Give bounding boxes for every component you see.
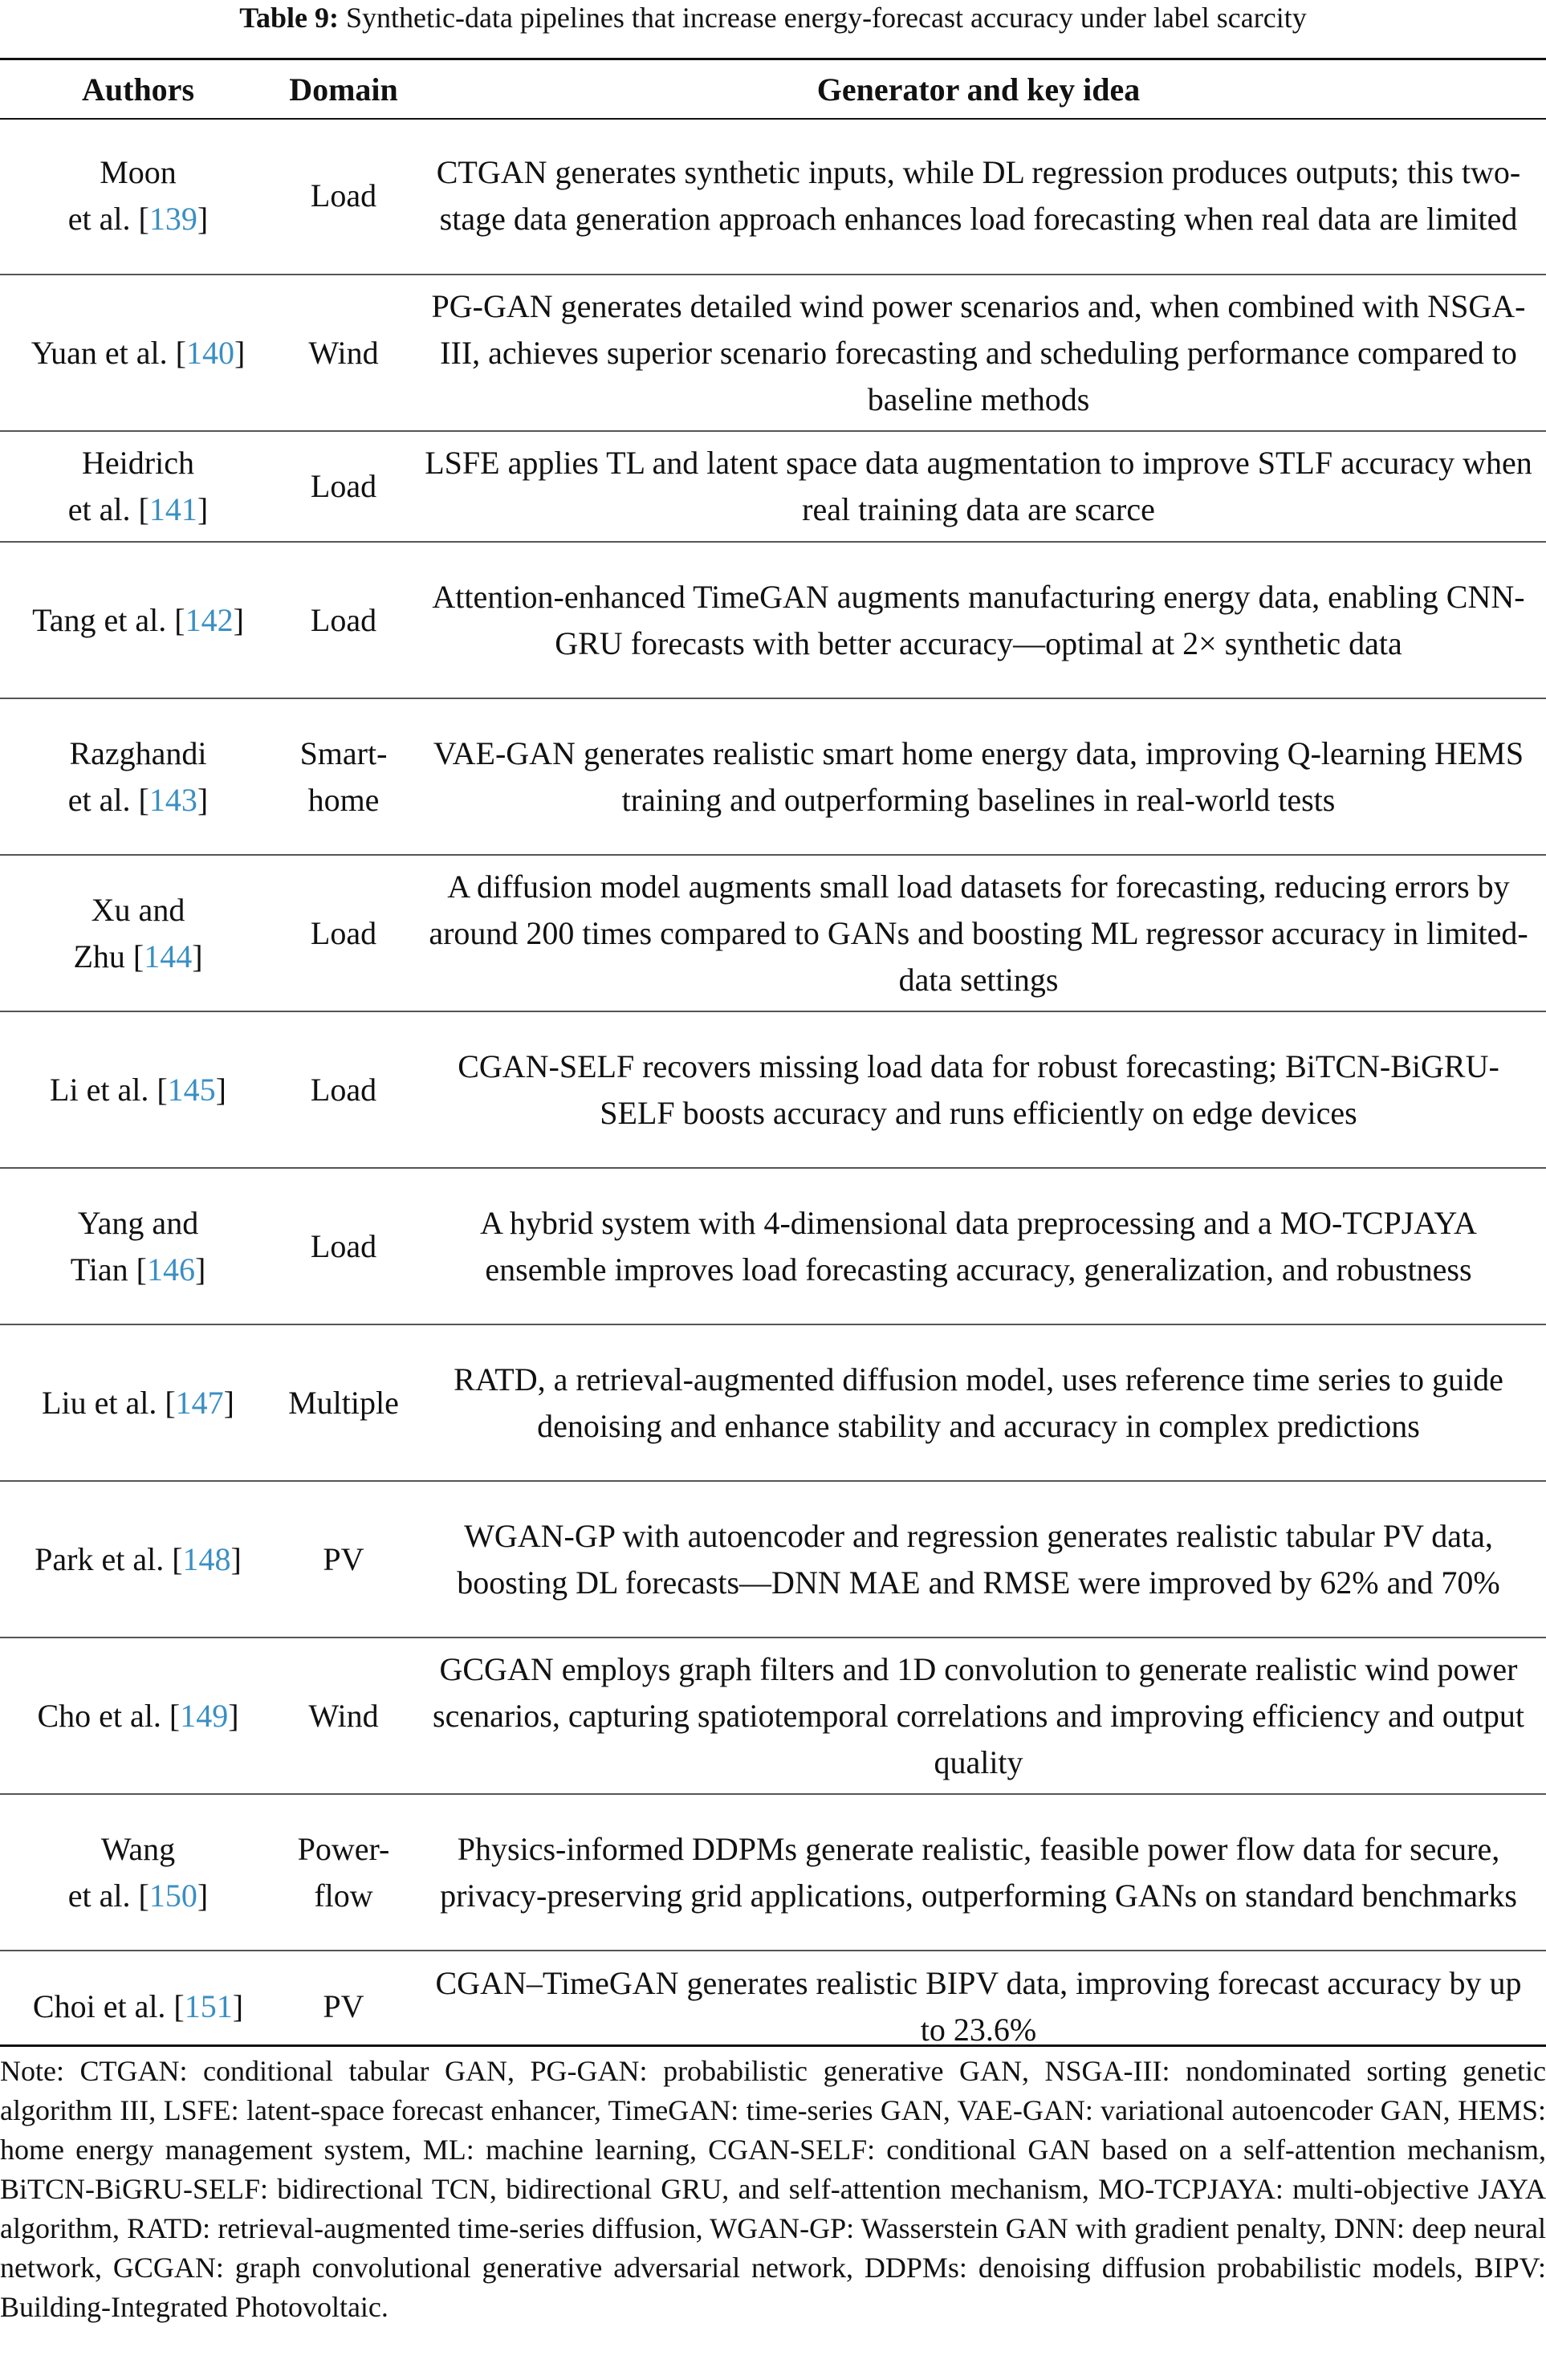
citation-link[interactable]: 143 (148, 781, 197, 818)
author-line1: Yang and (77, 1204, 199, 1241)
author-line2: Zhu [ (73, 938, 144, 974)
author-close: ] (197, 781, 209, 818)
authors-cell (0, 1168, 276, 1324)
domain-line1: Load (310, 1227, 377, 1264)
citation-link[interactable]: 149 (180, 1697, 229, 1734)
author-close: ] (223, 1384, 234, 1421)
authors-cell (0, 275, 276, 431)
table-row (0, 1324, 1546, 1481)
header-authors: Authors (81, 71, 195, 108)
authors-cell (0, 1951, 276, 2061)
idea-cell: LSFE applies TL and latent space data augmentation to improve STLF accuracy when real training data are scarce (411, 431, 1546, 542)
domain-line1: Load (310, 601, 377, 638)
table-row (0, 698, 1546, 855)
domain-line1: Load (310, 468, 377, 504)
table-row (0, 275, 1546, 431)
citation-link[interactable]: 150 (148, 1877, 197, 1914)
domain-cell (276, 1168, 411, 1324)
citation-link[interactable]: 141 (148, 491, 197, 527)
author-close: ] (192, 938, 203, 974)
idea-cell: Physics-informed DDPMs generate realistic, feasible power flow data for secure, privacy-preserving grid applications, outperforming GANs on standard benchmarks (411, 1794, 1546, 1951)
authors-cell (0, 855, 276, 1011)
domain-line1: Wind (308, 1697, 379, 1734)
table-caption (0, 2, 1546, 34)
idea-cell: Attention-enhanced TimeGAN augments manufacturing energy data, enabling CNN-GRU forecasts with better accuracy—optimal at 2× synthetic data (411, 542, 1546, 698)
author-line2: et al. [ (67, 1877, 149, 1914)
citation-link[interactable]: 145 (167, 1071, 216, 1108)
domain-cell (276, 1324, 411, 1481)
author-line2: Yuan et al. [ (31, 334, 186, 371)
author-close: ] (232, 1987, 244, 2024)
idea-cell: CTGAN generates synthetic inputs, while DL regression produces outputs; this two-stage data generation approach enhances load forecasting when real data are limited (411, 118, 1546, 275)
domain-line1: Multiple (288, 1384, 399, 1421)
header-domain: Domain (289, 71, 398, 108)
citation-link[interactable]: 151 (184, 1987, 233, 2024)
author-line1: Wang (100, 1830, 176, 1867)
table-row (0, 542, 1546, 698)
domain-cell (276, 542, 411, 698)
table-row (0, 1794, 1546, 1951)
authors-cell (0, 542, 276, 698)
domain-line1: Wind (308, 334, 379, 371)
idea-cell: A hybrid system with 4-dimensional data preprocessing and a MO-TCPJAYA ensemble improves load forecasting accuracy, generalization, and robustness (411, 1168, 1546, 1324)
domain-line2: home (307, 781, 380, 818)
author-line2: Park et al. [ (35, 1540, 183, 1577)
idea-cell: WGAN-GP with autoencoder and regression generates realistic tabular PV data, boosting DL forecasts—DNN MAE and RMSE were improved by 62% and 70% (411, 1481, 1546, 1638)
table-row (0, 431, 1546, 542)
caption-label: Table 9: (239, 2, 339, 34)
table-row (0, 1168, 1546, 1324)
domain-cell (276, 1481, 411, 1638)
domain-cell (276, 431, 411, 542)
domain-cell (276, 118, 411, 275)
author-close: ] (234, 334, 246, 371)
author-line1: Xu and (91, 891, 185, 928)
idea-cell: RATD, a retrieval-augmented diffusion model, uses reference time series to guide denoising and enhance stability and accuracy in complex predictions (411, 1324, 1546, 1481)
table-note: Note: CTGAN: conditional tabular GAN, PG-GAN: probabilistic generative GAN, NSGA-III: nondominated sorting genetic algorithm III, LSFE: latent-space forecast enhancer, TimeGAN: time-series GAN, VAE-GAN: variational autoencoder GAN, HEMS: home energy management system, ML: machine learning, CGAN-SELF: conditional GAN based on a self-attention mechanism, BiTCN-BiGRU-SELF: bidirectional TCN, bidirectional GRU, and self-attention mechanism, MO-TCPJAYA: multi-objective JAYA algorithm, RATD: retrieval-augmented time-series diffusion, WGAN-GP: Wasserstein GAN with gradient penalty, DNN: deep neural network, GCGAN: graph convolutional generative adversarial network, DDPMs: denoising diffusion probabilistic models, BIPV: Building-Integrated Photovoltaic. (0, 2055, 1546, 2323)
domain-line1: Power- (297, 1830, 390, 1867)
domain-line2: flow (314, 1877, 373, 1914)
idea-cell: A diffusion model augments small load datasets for forecasting, reducing errors by around 200 times compared to GANs and boosting ML regressor accuracy in limited-data settings (411, 855, 1546, 1011)
author-close: ] (233, 601, 244, 638)
author-close: ] (230, 1540, 242, 1577)
domain-cell (276, 1011, 411, 1168)
author-line1: Moon (100, 154, 177, 190)
author-line2: Liu et al. [ (42, 1384, 176, 1421)
caption-text: Synthetic-data pipelines that increase energy-forecast accuracy under label scarcity (345, 2, 1307, 34)
author-line2: et al. [ (67, 781, 149, 818)
citation-link[interactable]: 146 (146, 1251, 195, 1288)
domain-cell (276, 275, 411, 431)
author-close: ] (197, 491, 209, 527)
domain-line1: Load (310, 1071, 377, 1108)
idea-cell: CGAN–TimeGAN generates realistic BIPV data, improving forecast accuracy by up to 23.6% (435, 1964, 1522, 2048)
authors-cell (0, 1794, 276, 1951)
domain-cell (276, 855, 411, 1011)
domain-cell (276, 1951, 411, 2061)
domain-line1: PV (323, 1540, 364, 1577)
header-row (0, 60, 1546, 118)
idea-cell: GCGAN employs graph filters and 1D convolution to generate realistic wind power scenarios, capturing spatiotemporal correlations and improving efficiency and output quality (411, 1638, 1546, 1794)
citation-link[interactable]: 142 (185, 601, 234, 638)
author-line2: Tian [ (70, 1251, 147, 1288)
table-row (0, 1638, 1546, 1794)
author-line2: et al. [ (67, 491, 149, 527)
author-close: ] (228, 1697, 239, 1734)
citation-link[interactable]: 144 (144, 938, 193, 974)
domain-cell (276, 1794, 411, 1951)
author-close: ] (197, 1877, 209, 1914)
author-close: ] (197, 201, 209, 237)
idea-cell: CGAN-SELF recovers missing load data for robust forecasting; BiTCN-BiGRU-SELF boosts accuracy and runs efficiently on edge devices (411, 1011, 1546, 1168)
authors-cell (0, 1324, 276, 1481)
authors-cell (0, 1638, 276, 1794)
author-line2: Choi et al. [ (32, 1987, 185, 2024)
authors-cell (0, 1011, 276, 1168)
domain-line1: Load (310, 914, 377, 951)
author-line2: Li et al. [ (50, 1071, 168, 1108)
authors-cell (0, 118, 276, 275)
author-line1: Heidrich (82, 445, 194, 481)
citation-link[interactable]: 148 (182, 1540, 231, 1577)
author-line2: Cho et al. [ (37, 1697, 181, 1734)
citation-link[interactable]: 147 (175, 1384, 224, 1421)
idea-cell: PG-GAN generates detailed wind power scenarios and, when combined with NSGA-III, achieves superior scenario forecasting and scheduling performance compared to baseline methods (411, 275, 1546, 431)
author-close: ] (194, 1251, 206, 1288)
idea-cell: VAE-GAN generates realistic smart home energy data, improving Q-learning HEMS training and outperforming baselines in real-world tests (411, 698, 1546, 855)
table-row (0, 1951, 1546, 2061)
table-body (0, 118, 1546, 2061)
header-idea: Generator and key idea (816, 71, 1141, 108)
domain-cell (276, 698, 411, 855)
author-line2: et al. [ (67, 201, 149, 237)
table-row (0, 855, 1546, 1011)
citation-link[interactable]: 140 (185, 334, 234, 371)
author-close: ] (215, 1071, 226, 1108)
author-line1: Razghandi (69, 734, 207, 771)
domain-line1: Smart- (299, 734, 388, 771)
author-line2: Tang et al. [ (32, 601, 185, 638)
table-row (0, 118, 1546, 275)
authors-cell (0, 431, 276, 542)
synthetic-data-table (0, 60, 1546, 2061)
citation-link[interactable]: 139 (148, 201, 197, 237)
domain-line1: PV (323, 1987, 364, 2024)
authors-cell (0, 698, 276, 855)
table-row (0, 1481, 1546, 1638)
domain-line1: Load (310, 177, 377, 214)
authors-cell (0, 1481, 276, 1638)
domain-cell (276, 1638, 411, 1794)
table-row (0, 1011, 1546, 1168)
